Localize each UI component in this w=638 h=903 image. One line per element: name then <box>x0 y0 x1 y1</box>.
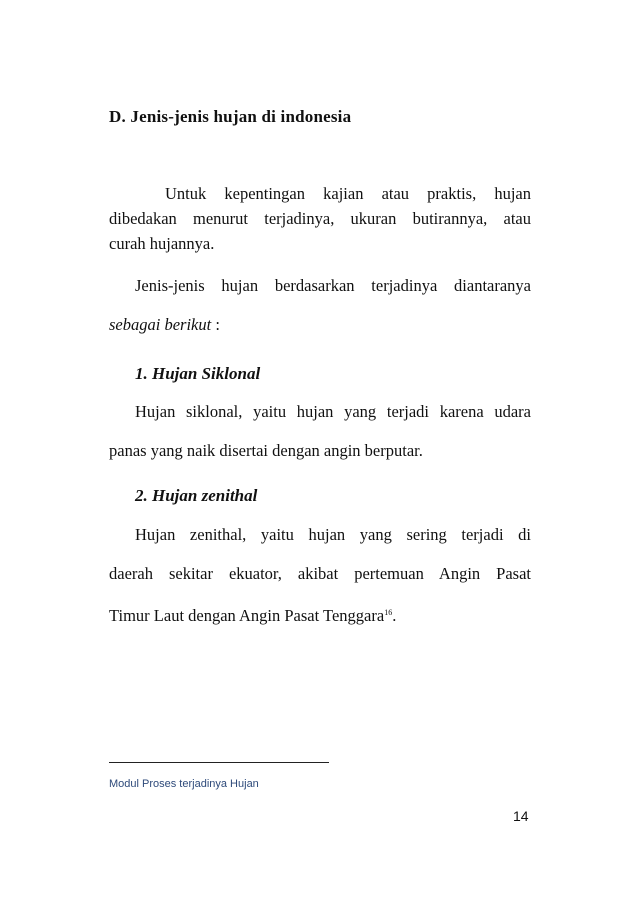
item-2-line-3 <box>109 593 531 635</box>
footer-text: Modul Proses terjadinya Hujan <box>109 778 259 790</box>
footnote-divider <box>109 762 329 763</box>
intro-line-3: curah hujannya. <box>109 234 215 253</box>
lead-paragraph <box>109 266 531 344</box>
item-2-line-1: Hujan zenithal, yaitu hujan yang sering terjadi di <box>135 525 531 544</box>
item-1-paragraph <box>109 392 531 470</box>
page-number: 14 <box>513 808 529 824</box>
item-2-line-3-text: Timur Laut dengan Angin Pasat Tenggara <box>109 606 385 625</box>
item-2-line-2: daerah sekitar ekuator, akibat pertemuan Angin Pasat <box>109 564 531 583</box>
section-heading: D. Jenis-jenis hujan di indonesia <box>109 107 352 126</box>
item-2-paragraph <box>109 515 531 635</box>
footnote-reference: 16 <box>384 608 393 617</box>
item-1-line-2: panas yang naik disertai dengan angin berputar. <box>109 441 423 460</box>
item-2-title: 2. Hujan zenithal <box>135 486 258 505</box>
intro-paragraph <box>109 181 531 256</box>
item-1-line-1: Hujan siklonal, yaitu hujan yang terjadi karena udara <box>135 402 531 421</box>
lead-line-1: Jenis-jenis hujan berdasarkan terjadinya diantaranya <box>135 276 531 295</box>
intro-line-1: Untuk kepentingan kajian atau praktis, hujan <box>165 184 531 203</box>
item-1-title: 1. Hujan Siklonal <box>135 364 261 383</box>
lead-italic: sebagai berikut <box>109 315 212 334</box>
lead-line-2 <box>109 305 531 344</box>
intro-line-2: dibedakan menurut terjadinya, ukuran butirannya, atau <box>109 209 531 228</box>
item-2-line-3-end: . <box>392 606 397 625</box>
lead-colon: : <box>211 315 220 334</box>
